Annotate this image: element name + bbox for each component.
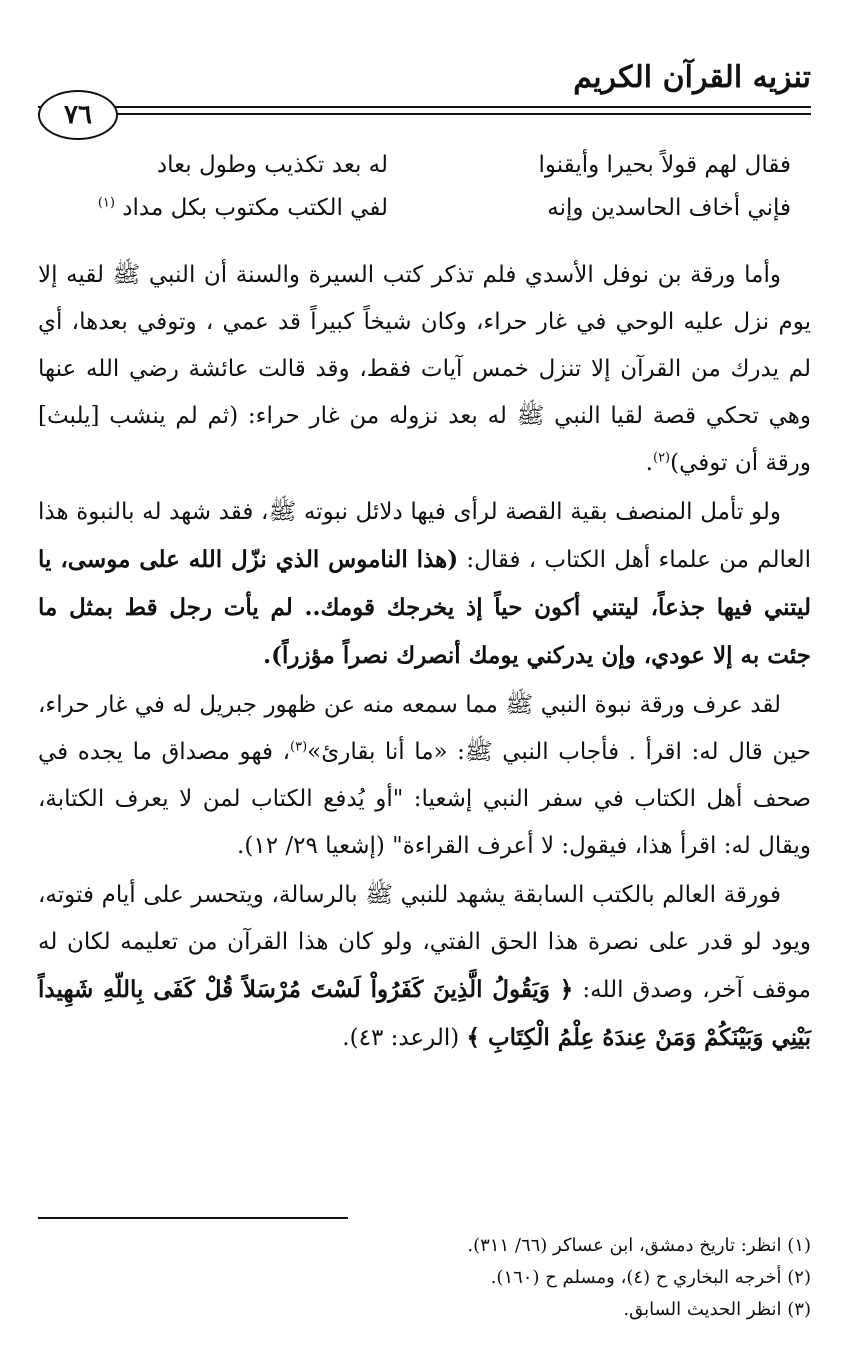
paragraph [38, 252, 811, 487]
header-rule-top [38, 106, 811, 108]
text-run: فورقة العالم بالكتب السابقة يشهد للنبي ﷺ بالرسالة، ويتحسر على أيام فتوته، ويود لو قدر على نصرة هذا الحق الفتي، ولو كان هذا القرآن من تعليمه لكان له موقف آخر، وصدق الله: [38, 882, 812, 1003]
paragraph [38, 489, 811, 680]
verse-line [38, 152, 811, 195]
footnote: (١) انظر: تاريخ دمشق، ابن عساكر (٦٦/ ٣١١). [467, 1235, 811, 1256]
poem-verses [38, 152, 811, 238]
text-run: لقد عرف ورقة نبوة النبي ﷺ مما سمعه منه عن ظهور جبريل له في غار حراء، حين قال له: اقرأ . فأجاب النبي ﷺ: «ما أنا بقارئ» [38, 692, 811, 765]
text-run: . [645, 450, 653, 476]
quoted-speech: (هذا الناموس الذي نزّل الله على موسى، يا ليتني فيها جذعاً، ليتني أكون حياً إذ يخرجك قومك.. لم يأت رجل قط بمثل ما جئت به إلا عودي، وإن يدركني يومك أنصرك نصراً مؤزراً). [38, 546, 811, 669]
header-rule-bottom [38, 113, 811, 115]
running-title: تنزيه القرآن الكريم [573, 60, 811, 95]
footnotes [38, 1230, 811, 1326]
body-text [38, 252, 811, 1062]
verse-first-hemistich: فقال لهم قولاً بحيرا وأيقنوا [538, 152, 791, 178]
verse-first-hemistich: فإني أخاف الحاسدين وإنه [547, 195, 791, 221]
text-run: ولو تأمل المنصف بقية القصة لرأى فيها دلائل نبوته ﷺ، فقد شهد له بالنبوة هذا العالم من علماء أهل الكتاب ، فقال: [38, 499, 811, 573]
verse-second-hemistich [68, 195, 388, 221]
footnote: (٢) أخرجه البخاري ح (٤)، ومسلم ح (١٦٠). [490, 1267, 811, 1288]
book-page [38, 40, 811, 1330]
footnote-marker: (٢) [652, 450, 671, 466]
footnote-separator [38, 1217, 348, 1219]
footnote: (٣) انظر الحديث السابق. [623, 1299, 811, 1320]
verse-line [38, 195, 811, 238]
quran-verse: ﴿ وَيَقُولُ الَّذِينَ كَفَرُواْ لَسْتَ مُرْسَلاً قُلْ كَفَى بِاللّهِ شَهِيداً بَيْنِي وَبَيْنَكُمْ وَمَنْ عِندَهُ عِلْمُ الْكِتَابِ ﴾ [38, 976, 811, 1051]
verse-text: لفي الكتب مكتوب بكل مداد [122, 195, 388, 221]
text-run: (الرعد: ٤٣). [342, 1025, 467, 1051]
footnote-marker: (٣) [290, 739, 308, 755]
text-run: وأما ورقة بن نوفل الأسدي فلم تذكر كتب السيرة والسنة أن النبي ﷺ لقيه إلا يوم نزل عليه الوحي في غار حراء، وكان شيخاً كبيراً قد عمي ، وتوفي بعدها، أي لم يدرك من القرآن إلا تنزل خمس آيات فقط، وقد قالت عائشة رضي الله عنها وهي تحكي قصة لقيا النبي ﷺ له بعد نزوله من غار حراء: (ثم لم ينشب [يلبث] ورقة أن توفي) [38, 262, 811, 476]
verse-second-hemistich [68, 152, 388, 178]
paragraph [38, 872, 811, 1062]
page-number: ٧٦ [38, 90, 118, 140]
text-run: ، فهو مصداق ما يجده في صحف أهل الكتاب في سفر النبي إشعيا: "أو يُدفع الكتاب لمن لا يعرف الكتابة، ويقال له: اقرأ هذا، فيقول: لا أعرف القراءة" (إشعيا ٢٩/ ١٢). [38, 739, 811, 859]
verse-text: له بعد تكذيب وطول بعاد [156, 152, 388, 178]
footnote-marker: (١) [97, 195, 115, 211]
paragraph [38, 682, 811, 870]
